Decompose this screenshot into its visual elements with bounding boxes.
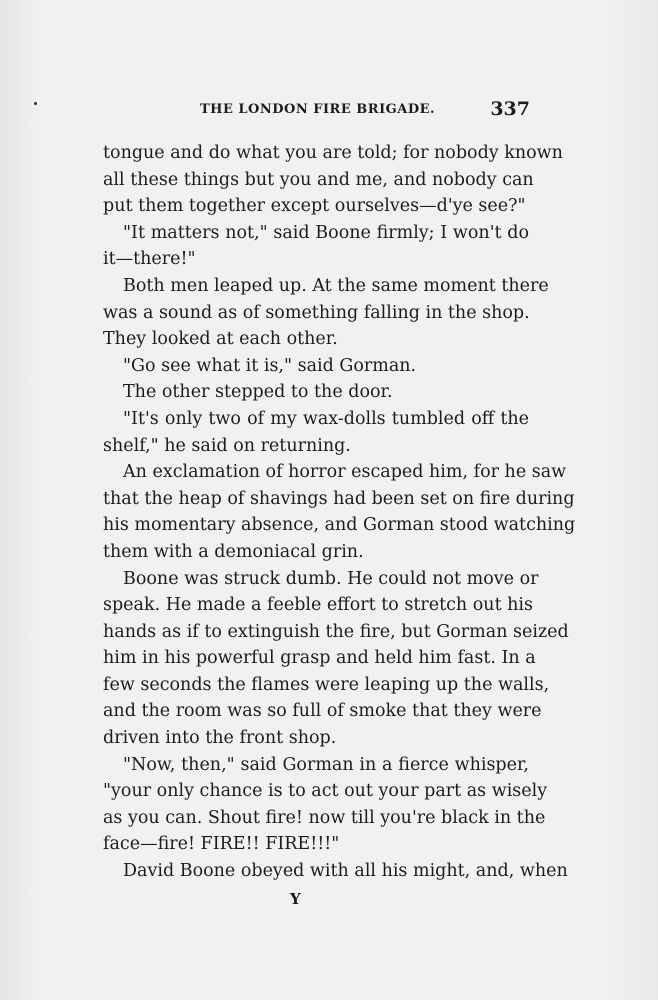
text-line: Boone was struck dumb. He could not move or — [123, 568, 539, 589]
text-line: They looked at each other. — [103, 329, 338, 350]
text-line: and the room was so full of smoke that they were — [103, 701, 542, 722]
text-line: as you can. Shout fire! now till you're black in the — [103, 807, 546, 828]
body-text — [103, 140, 576, 885]
text-line: few seconds the flames were leaping up the walls, — [103, 674, 550, 695]
text-line: him in his powerful grasp and held him fast. In a — [103, 648, 536, 669]
text-line: David Boone obeyed with all his might, and, when — [123, 861, 568, 882]
text-line: his momentary absence, and Gorman stood watching — [103, 515, 576, 536]
text-line: "Now, then," said Gorman in a fierce whisper, — [123, 754, 529, 775]
text-line: face—fire! FIRE!! FIRE!!!" — [103, 834, 340, 855]
text-line: shelf," he said on returning. — [103, 435, 351, 456]
text-line: that the heap of shavings had been set on fire during — [103, 488, 575, 509]
text-line: was a sound as of something falling in the shop. — [103, 302, 530, 323]
page-speck — [34, 102, 37, 105]
page-header — [100, 98, 530, 122]
page-number: 337 — [490, 98, 530, 120]
text-line: it—there!" — [103, 249, 196, 270]
text-line: them with a demoniacal grin. — [103, 541, 364, 562]
running-head: THE LONDON FIRE BRIGADE. — [200, 102, 436, 117]
text-line: put them together except ourselves—d'ye see?" — [103, 196, 526, 217]
text-line: tongue and do what you are told; for nobody known — [103, 143, 563, 163]
signature-mark: Y — [290, 890, 301, 908]
text-line: all these things but you and me, and nobody can — [103, 169, 534, 190]
text-line: "Go see what it is," said Gorman. — [123, 355, 417, 376]
text-line: speak. He made a feeble effort to stretch out his — [103, 595, 534, 616]
text-line: "It's only two of my wax-dolls tumbled off the — [123, 408, 529, 429]
text-line: "It matters not," said Boone firmly; I won't do — [123, 222, 529, 243]
text-line: driven into the front shop. — [103, 728, 337, 749]
text-line: Both men leaped up. At the same moment there — [123, 275, 549, 296]
text-line: hands as if to extinguish the fire, but Gorman seized — [103, 621, 569, 642]
text-line: An exclamation of horror escaped him, for he saw — [123, 462, 567, 483]
text-line: "your only chance is to act out your part as wisely — [103, 781, 548, 802]
text-line: The other stepped to the door. — [123, 382, 393, 403]
